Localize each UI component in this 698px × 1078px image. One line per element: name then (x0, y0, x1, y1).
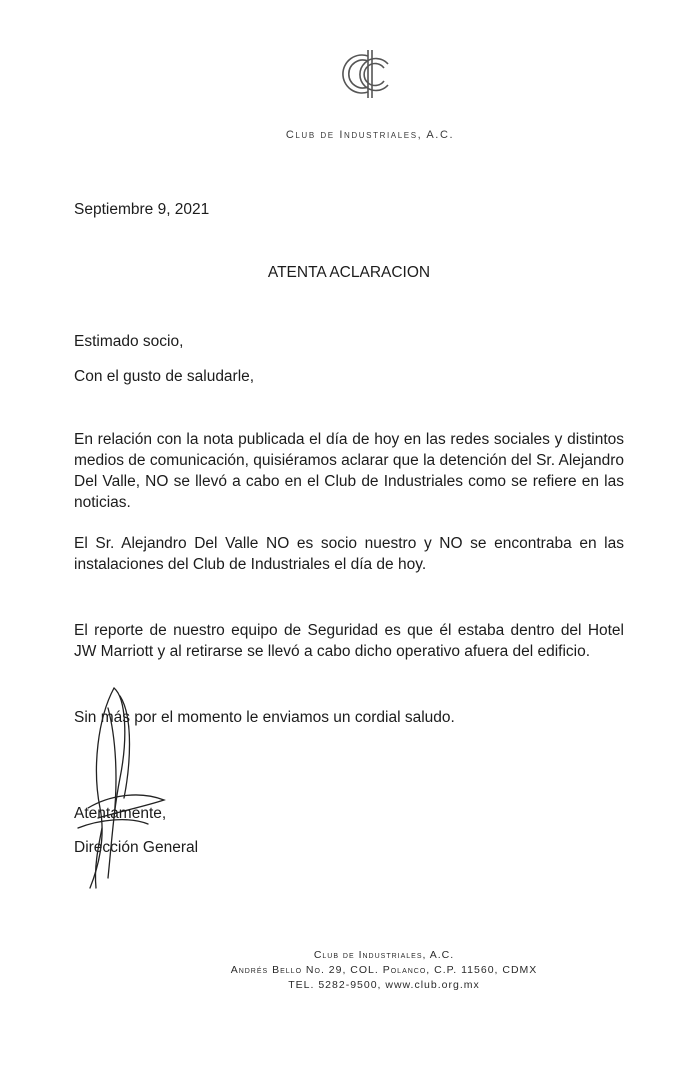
footer-contact: TEL. 5282-9500, www.club.org.mx (288, 979, 480, 991)
footer-organization: Club de Industriales, A.C. (313, 949, 455, 961)
valediction: Atentamente, (74, 805, 167, 822)
letter-title: ATENTA ACLARACION (267, 264, 431, 281)
paragraph-membership: El Sr. Alejandro Del Valle NO es socio nuestro y NO se encontraba en las instalaciones del Club de Industriales el día de hoy. (74, 535, 624, 573)
footer-address: Andrés Bello No. 29, COL. Polanco, C.P. 11560, CDMX (230, 964, 538, 976)
letter-date: Septiembre 9, 2021 (74, 201, 210, 218)
closing-line: Sin más por el momento le enviamos un cordial saludo. (74, 709, 455, 726)
salutation: Estimado socio, (74, 333, 184, 350)
greeting: Con el gusto de saludarle, (74, 368, 255, 385)
handwritten-signature (68, 678, 188, 898)
letter-footer (0, 948, 698, 993)
paragraph-detention: En relación con la nota publicada el día de hoy en las redes sociales y distintos medios de comunicación, quisiéramos aclarar que la detención del Sr. Alejandro Del Valle, NO se llevó a cabo en el Club de Industriales como se refiere en las noticias. (74, 431, 624, 511)
club-logo-icon (338, 48, 400, 100)
letterhead-organization: Club de Industriales, A.C. (285, 129, 455, 141)
signer-title: Dirección General (74, 839, 199, 856)
paragraph-security-report: El reporte de nuestro equipo de Seguridad es que él estaba dentro del Hotel JW Marriott y al retirarse se llevó a cabo dicho operativo afuera del edificio. (74, 622, 624, 660)
